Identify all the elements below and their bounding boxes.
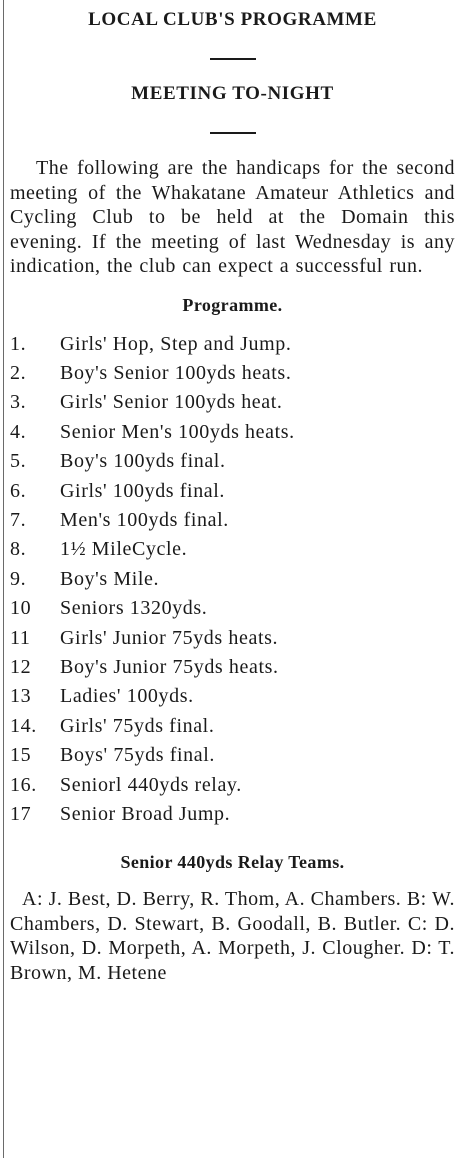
event-item: [10, 800, 455, 829]
event-list: [10, 330, 455, 830]
event-number: 16.: [10, 773, 37, 796]
event-name: 1½ MileCycle.: [60, 538, 188, 561]
event-number: 7.: [10, 508, 27, 531]
event-number: 1.: [10, 332, 27, 355]
event-item: [10, 388, 455, 417]
event-number: 14.: [10, 714, 37, 737]
event-item: [10, 418, 455, 447]
headline-divider: [210, 58, 256, 60]
event-name: Boy's Senior 100yds heats.: [60, 361, 292, 384]
event-item: [10, 330, 455, 359]
event-name: Seniorl 440yds relay.: [60, 773, 242, 796]
event-number: 6.: [10, 479, 27, 502]
event-item: [10, 624, 455, 653]
event-name: Girls' Hop, Step and Jump.: [60, 332, 292, 355]
event-item: [10, 535, 455, 564]
event-number: 12: [10, 655, 32, 678]
event-number: 15: [10, 744, 32, 767]
event-item: [10, 477, 455, 506]
event-name: Ladies' 100yds.: [60, 685, 194, 708]
newspaper-column: [10, 0, 455, 985]
subheadline: MEETING TO-NIGHT: [131, 83, 334, 104]
event-number: 2.: [10, 361, 27, 384]
relay-teams-paragraph: A: J. Best, D. Berry, R. Thom, A. Chambers. B: W. Chambers, D. Stewart, B. Goodall, B. Butler. C: D. Wilson, D. Morpeth, A. Morpeth, J. Clougher. D: T. Brown, M. Hetene: [10, 888, 455, 984]
event-item: [10, 712, 455, 741]
event-name: Senior Broad Jump.: [60, 803, 231, 825]
event-item: [10, 771, 455, 800]
headline: LOCAL CLUB'S PROGRAMME: [88, 9, 377, 30]
event-name: Boys' 75yds final.: [60, 744, 215, 767]
event-item: [10, 565, 455, 594]
event-name: Seniors 1320yds.: [60, 597, 208, 620]
event-item: [10, 447, 455, 476]
event-name: Girls' 75yds final.: [60, 714, 215, 737]
event-number: 13: [10, 685, 32, 708]
event-number: 10: [10, 597, 32, 620]
relay-title: Senior 440yds Relay Teams.: [120, 852, 345, 873]
event-name: Boy's 100yds final.: [60, 450, 226, 473]
event-name: Girls' 100yds final.: [60, 479, 226, 502]
subheadline-divider: [210, 132, 256, 134]
programme-title: Programme.: [182, 294, 283, 315]
event-name: Girls' Junior 75yds heats.: [60, 626, 279, 649]
event-name: Girls' Senior 100yds heat.: [60, 391, 283, 414]
event-number: 9.: [10, 567, 27, 590]
column-rule: [3, 0, 4, 1158]
event-name: Boy's Junior 75yds heats.: [60, 655, 279, 678]
event-number: 4.: [10, 420, 27, 443]
event-item: [10, 653, 455, 682]
event-item: [10, 741, 455, 770]
event-name: Senior Men's 100yds heats.: [60, 420, 295, 443]
event-number: 8.: [10, 538, 27, 561]
event-name: Men's 100yds final.: [60, 508, 229, 531]
event-number: 11: [10, 626, 31, 649]
event-number: 5.: [10, 450, 27, 473]
event-number: 3.: [10, 391, 27, 414]
event-item: [10, 594, 455, 623]
event-item: [10, 359, 455, 388]
event-item: [10, 506, 455, 535]
event-item: [10, 682, 455, 711]
event-name: Boy's Mile.: [60, 567, 160, 590]
event-number: 17: [10, 803, 32, 825]
intro-paragraph: The following are the handicaps for the second meeting of the Whakatane Amateur Athletics and Cycling Club to be held at the Domain this evening. If the meeting of last Wednesday is any indication, the club can expect a successful run.: [10, 157, 455, 277]
